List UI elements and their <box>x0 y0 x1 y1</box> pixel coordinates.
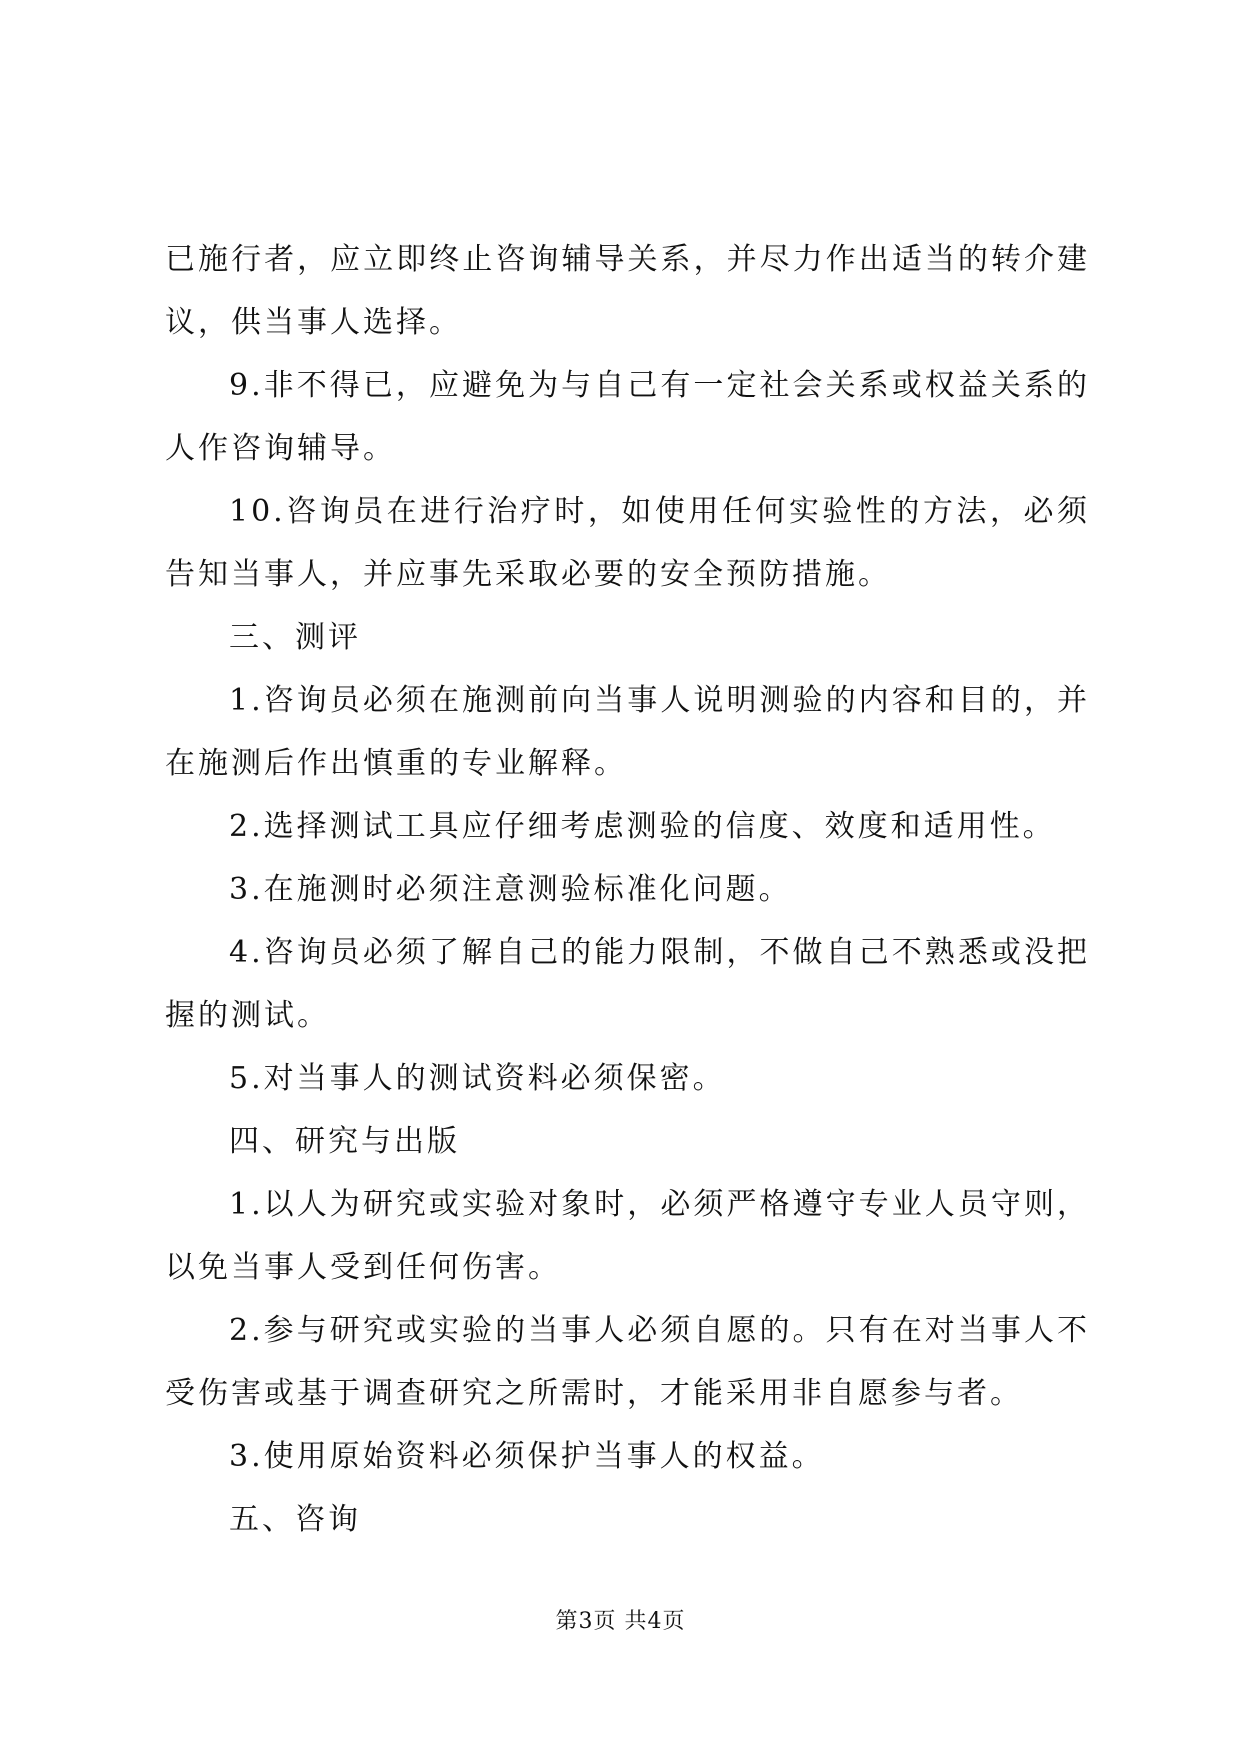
paragraph-assessment-1: 1.咨询员必须在施测前向当事人说明测验的内容和目的，并在施测后作出慎重的专业解释。 <box>165 683 1090 781</box>
paragraph-assessment-2: 2.选择测试工具应仔细考虑测验的信度、效度和适用性。 <box>229 809 1056 844</box>
section-heading-research: 四、研究与出版 <box>229 1124 460 1159</box>
section-heading-consultation: 五、咨询 <box>229 1502 361 1537</box>
paragraph-assessment-3: 3.在施测时必须注意测验标准化问题。 <box>229 872 792 907</box>
section-heading-assessment: 三、测评 <box>229 620 361 655</box>
paragraph-research-3: 3.使用原始资料必须保护当事人的权益。 <box>229 1439 825 1474</box>
paragraph-item-9: 9.非不得已，应避免为与自己有一定社会关系或权益关系的人作咨询辅导。 <box>165 368 1090 466</box>
paragraph-assessment-5: 5.对当事人的测试资料必须保密。 <box>229 1061 726 1096</box>
paragraph-assessment-4: 4.咨询员必须了解自己的能力限制，不做自己不熟悉或没把握的测试。 <box>165 935 1090 1033</box>
paragraph-research-1: 1.以人为研究或实验对象时，必须严格遵守专业人员守则，以免当事人受到任何伤害。 <box>165 1187 1090 1285</box>
paragraph-research-2: 2.参与研究或实验的当事人必须自愿的。只有在对当事人不受伤害或基于调查研究之所需时，才能采用非自愿参与者。 <box>165 1313 1090 1411</box>
page-footer: 第3页 共4页 <box>555 1609 686 1634</box>
paragraph-continuation: 已施行者，应立即终止咨询辅导关系，并尽力作出适当的转介建议，供当事人选择。 <box>165 242 1090 340</box>
paragraph-item-10: 10.咨询员在进行治疗时，如使用任何实验性的方法，必须告知当事人，并应事先采取必要的安全预防措施。 <box>165 494 1090 592</box>
document-body <box>165 228 1090 1551</box>
